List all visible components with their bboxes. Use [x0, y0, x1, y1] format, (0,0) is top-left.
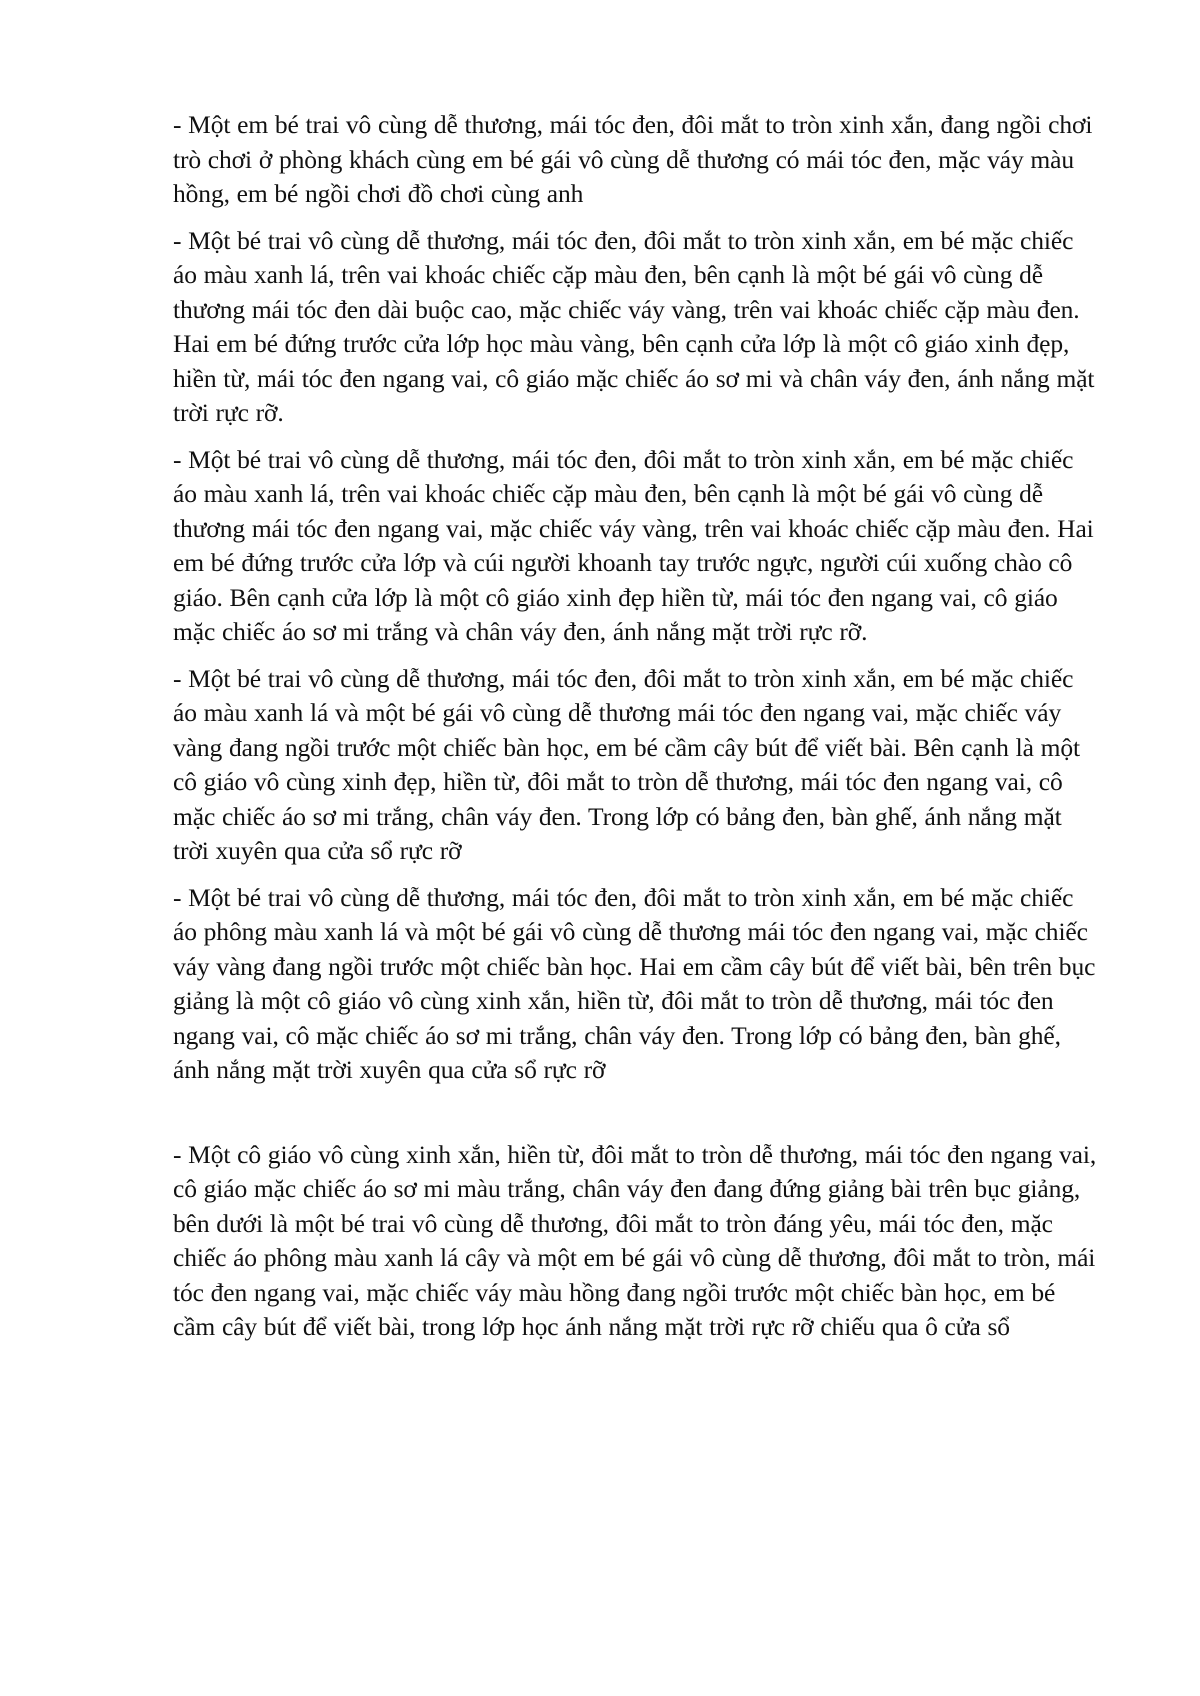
paragraph-6: - Một cô giáo vô cùng xinh xắn, hiền từ, đôi mắt to tròn dễ thương, mái tóc đen ngang vai, cô giáo mặc chiếc áo sơ mi màu trắng, chân váy đen đang đứng giảng bài trên bục giảng, bên dưới là một bé trai vô cùng dễ thương, đôi mắt to tròn đáng yêu, mái tóc đen, mặc chiếc áo phông màu xanh lá cây và một em bé gái vô cùng dễ thương, đôi mắt to tròn, mái tóc đen ngang vai, mặc chiếc váy màu hồng đang ngồi trước một chiếc bàn học, em bé cầm cây bút để viết bài, trong lớp học ánh nắng mặt trời rực rỡ chiếu qua ô cửa sổ [173, 1139, 1097, 1341]
paragraph-3: - Một bé trai vô cùng dễ thương, mái tóc đen, đôi mắt to tròn xinh xắn, em bé mặc chiếc áo màu xanh lá, trên vai khoác chiếc cặp màu đen, bên cạnh là một bé gái vô cùng dễ thương mái tóc đen ngang vai, mặc chiếc váy vàng, trên vai khoác chiếc cặp màu đen. Hai em bé đứng trước cửa lớp và cúi người khoanh tay trước ngực, người cúi xuống chào cô giáo. Bên cạnh cửa lớp là một cô giáo xinh đẹp hiền từ, mái tóc đen ngang vai, cô giáo mặc chiếc áo sơ mi trắng và chân váy đen, ánh nắng mặt trời rực rỡ. [173, 444, 1094, 646]
paragraph-4: - Một bé trai vô cùng dễ thương, mái tóc đen, đôi mắt to tròn xinh xắn, em bé mặc chiếc áo màu xanh lá và một bé gái vô cùng dễ thương mái tóc đen ngang vai, mặc chiếc váy vàng đang ngồi trước một chiếc bàn học, em bé cầm cây bút để viết bài. Bên cạnh là một cô giáo vô cùng xinh đẹp, hiền từ, đôi mắt to tròn dễ thương, mái tóc đen ngang vai, cô mặc chiếc áo sơ mi trắng, chân váy đen. Trong lớp có bảng đen, bàn ghế, ánh nắng mặt trời xuyên qua cửa sổ rực rỡ [173, 663, 1080, 865]
paragraph-1: - Một em bé trai vô cùng dễ thương, mái tóc đen, đôi mắt to tròn xinh xắn, đang ngồi chơi trò chơi ở phòng khách cùng em bé gái vô cùng dễ thương có mái tóc đen, mặc váy màu hồng, em bé ngồi chơi đồ chơi cùng anh [173, 110, 1093, 208]
paragraph-5: - Một bé trai vô cùng dễ thương, mái tóc đen, đôi mắt to tròn xinh xắn, em bé mặc chiếc áo phông màu xanh lá và một bé gái vô cùng dễ thương mái tóc đen ngang vai, mặc chiếc váy vàng đang ngồi trước một chiếc bàn học. Hai em cầm cây bút để viết bài, bên trên bục giảng là một cô giáo vô cùng xinh xắn, hiền từ, đôi mắt to tròn dễ thương, mái tóc đen ngang vai, cô mặc chiếc áo sơ mi trắng, chân váy đen. Trong lớp có bảng đen, bàn ghế, ánh nắng mặt trời xuyên qua cửa sổ rực rỡ [173, 882, 1096, 1084]
paragraph-2: - Một bé trai vô cùng dễ thương, mái tóc đen, đôi mắt to tròn xinh xắn, em bé mặc chiếc áo màu xanh lá, trên vai khoác chiếc cặp màu đen, bên cạnh là một bé gái vô cùng dễ thương mái tóc đen dài buộc cao, mặc chiếc váy vàng, trên vai khoác chiếc cặp màu đen. Hai em bé đứng trước cửa lớp học màu vàng, bên cạnh cửa lớp là một cô giáo xinh đẹp, hiền từ, mái tóc đen ngang vai, cô giáo mặc chiếc áo sơ mi và chân váy đen, ánh nắng mặt trời rực rỡ. [173, 225, 1095, 427]
